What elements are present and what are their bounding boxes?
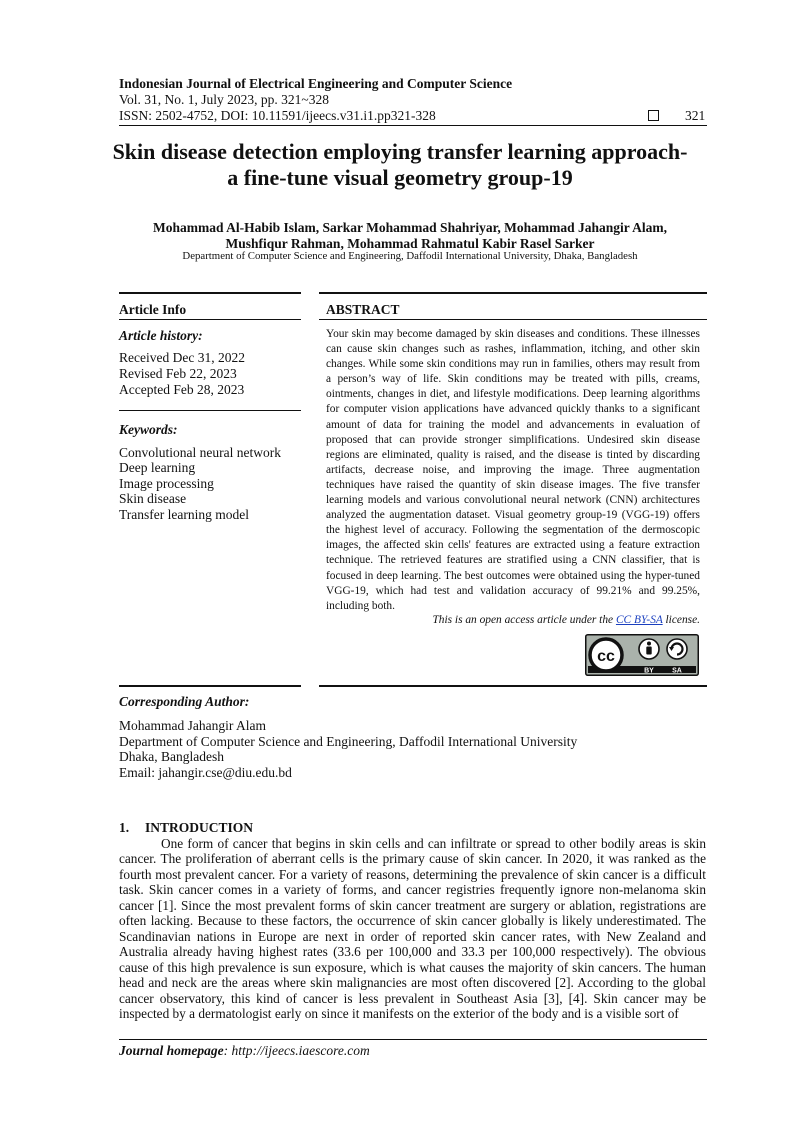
license-statement bbox=[326, 614, 700, 626]
section-heading-introduction bbox=[119, 820, 253, 836]
footer-rule bbox=[119, 1039, 707, 1040]
accepted-date: Accepted Feb 28, 2023 bbox=[119, 382, 245, 397]
abstract-heading: ABSTRACT bbox=[326, 302, 400, 317]
author-list bbox=[100, 220, 720, 252]
article-info-heading: Article Info bbox=[119, 302, 187, 317]
title-line-1: Skin disease detection employing transfer learning approach- bbox=[112, 139, 688, 164]
info-bottom-rule bbox=[119, 685, 301, 687]
license-prefix: This is an open access article under the bbox=[432, 614, 616, 626]
keyword-item: Transfer learning model bbox=[119, 507, 249, 522]
corresponding-email[interactable]: Email: jahangir.cse@diu.edu.bd bbox=[119, 765, 292, 780]
corresponding-author-heading: Corresponding Author: bbox=[119, 694, 250, 709]
title-line-2: a fine-tune visual geometry group-19 bbox=[227, 165, 573, 190]
abstract-text: Your skin may become damaged by skin diseases and conditions. These illnesses can cause skin changes such as rashes, inflammation, itching, and other skin changes. While some skin conditions may run in families, others may result from a person’s way of life. Skin conditions may be treated with pills, creams, ointments, changes in diet, and lifestyle modifications. Deep learning algorithms for computer vision applications have advanced quickly thanks to a significant amount of data for training the model and advancements in evaluation of proposed that can provide stronger simplifications. Undesired skin disease regions are eliminated, quality is raised, and the disease is tinted by discarding artifacts, decrease noise, and improving the image. Three augmentation techniques have raised the quantity of skin disease images. The five transfer learning models and various convolutional neural network (CNN) architectures analyzed the augmentation dataset. Visual geometry group-19 (VGG-19) offers the highest level of accuracy. Following the segmentation of the dermoscopic images, the affected skin cells' features are extracted using a feature extraction technique. The retrieved features are stratified using a CNN classifier, that is focused in deep learning. The best outcomes were obtained using the hyper-tuned VGG-19, which had test and validation accuracy of 99.21% and 99.25%, including both. bbox=[326, 328, 700, 612]
keyword-item: Convolutional neural network bbox=[119, 445, 281, 460]
cc-by-sa-logo-icon[interactable] bbox=[585, 634, 699, 676]
keyword-item: Image processing bbox=[119, 476, 214, 491]
info-top-rule bbox=[119, 292, 301, 294]
page-number: 321 bbox=[685, 108, 706, 123]
keyword-item: Deep learning bbox=[119, 460, 196, 475]
received-date: Received Dec 31, 2022 bbox=[119, 350, 245, 365]
section-title: INTRODUCTION bbox=[145, 820, 254, 835]
journal-homepage bbox=[119, 1043, 370, 1059]
section-number: 1. bbox=[119, 820, 130, 835]
cc-by-sa-link[interactable]: CC BY-SA bbox=[615, 614, 663, 626]
homepage-label: Journal homepage bbox=[119, 1043, 224, 1058]
keywords-heading: Keywords: bbox=[119, 422, 178, 437]
header-rule bbox=[119, 125, 707, 126]
revised-date: Revised Feb 22, 2023 bbox=[119, 366, 237, 381]
abstract-bottom-rule bbox=[319, 685, 707, 687]
abstract-top-rule bbox=[319, 292, 707, 294]
license-suffix: license. bbox=[662, 614, 700, 626]
homepage-url[interactable]: : http://ijeecs.iaescore.com bbox=[223, 1043, 370, 1058]
corresponding-department: Department of Computer Science and Engineering, Daffodil International University bbox=[119, 734, 578, 749]
badge-sa-label: SA bbox=[672, 667, 682, 675]
affiliation: Department of Computer Science and Engineering, Daffodil International University, Dhaka, Bangladesh bbox=[182, 250, 638, 262]
authors-line-1: Mohammad Al-Habib Islam, Sarkar Mohammad Shahriyar, Mohammad Jahangir Alam, bbox=[153, 220, 667, 235]
issn-doi: ISSN: 2502-4752, DOI: 10.11591/ijeecs.v31.i1.pp321-328 bbox=[119, 108, 436, 123]
introduction-text: One form of cancer that begins in skin cells and can infiltrate or spread to other bodily areas is skin cancer. The proliferation of aberrant cells is the primary cause of skin cancer. In 2020, it was ranked as the fourth most prevalent cancer. For a variety of reasons, determining the prevalence of skin cancer is a difficult task. Skin cancer comes in a variety of forms, and cancer registries frequently ignore non-melanoma skin cancer [1]. Since the most prevalent forms of skin cancer treatment are surgery or ablation, registrations are often lacking. Because to these factors, the occurrence of skin cancer globally is likely underestimated. The Scandinavian nations in Europe are next in order of reported skin cancer rates, with New Zealand and Australia already having highest rates (33.6 per 100,000 and 33.3 per 100,000 respectively). The obvious cause of this high prevalence is sun exposure, which is what causes the majority of skin cancers. The human head and neck are the areas where skin malignancies are most often discovered [2]. According to the global cancer observatory, this kind of cancer is less prevalent in Southeast Asia [3], [4]. Skin cancer may be inspected by a dermatologist early on since it manifests on the exterior of the body and is a visible sort of bbox=[119, 836, 706, 1021]
volume-info: Vol. 31, No. 1, July 2023, pp. 321~328 bbox=[119, 92, 329, 107]
corresponding-name: Mohammad Jahangir Alam bbox=[119, 718, 266, 733]
journal-name: Indonesian Journal of Electrical Engineering and Computer Science bbox=[119, 76, 513, 91]
badge-by-label: BY bbox=[644, 667, 654, 675]
paper-title bbox=[100, 139, 700, 191]
abstract-head-rule bbox=[319, 319, 707, 320]
svg-text:cc: cc bbox=[597, 648, 615, 665]
corresponding-city: Dhaka, Bangladesh bbox=[119, 749, 224, 764]
article-history-heading: Article history: bbox=[119, 328, 203, 343]
authors-line-2: Mushfiqur Rahman, Mohammad Rahmatul Kabir Rasel Sarker bbox=[225, 236, 595, 251]
history-rule bbox=[119, 410, 301, 411]
square-outline-icon bbox=[648, 110, 659, 121]
info-head-rule bbox=[119, 319, 301, 320]
keyword-item: Skin disease bbox=[119, 491, 187, 506]
